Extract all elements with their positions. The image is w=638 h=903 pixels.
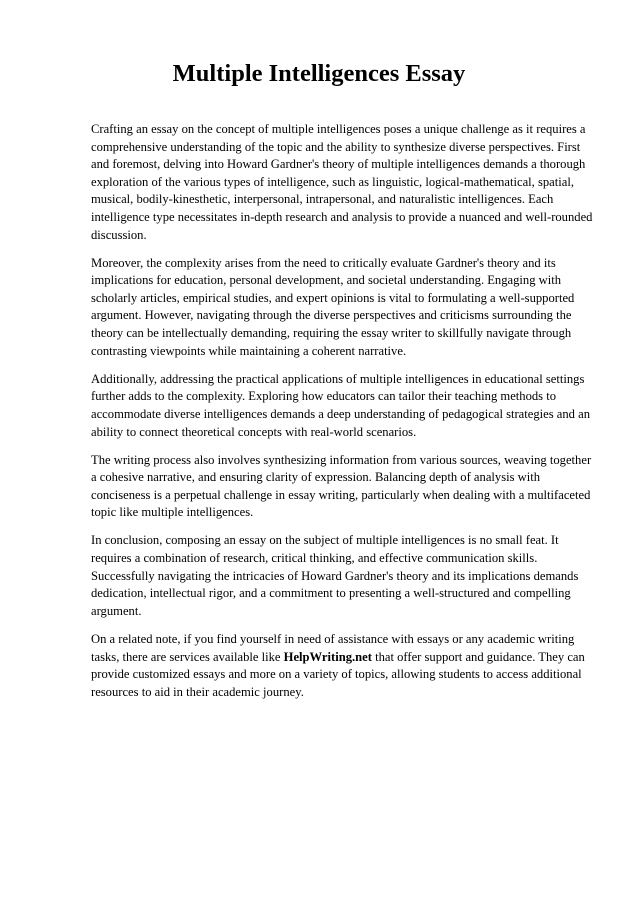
brand-name: HelpWriting.net	[283, 649, 372, 664]
paragraph-applications: Additionally, addressing the practical applications of multiple intelligences in educational settings further adds to the complexity. Exploring how educators can tailor their teaching methods to accommodate diverse intelligences demands a deep understanding of pedagogical strategies and an ability to connect theoretical concepts with real-world scenarios.	[91, 371, 591, 439]
closing-text-before: On a related note, if you find yourself in need of assistance with essays or any academic writing tasks, there are services available like	[91, 631, 575, 664]
document-title: Multiple Intelligences Essay	[172, 60, 466, 87]
document-body	[91, 121, 596, 712]
paragraph-conclusion: In conclusion, composing an essay on the subject of multiple intelligences is no small feat. It requires a combination of research, critical thinking, and effective communication skills. Successfully navigating the intricacies of Howard Gardner's theory and its implications demands dedication, intellectual rigor, and a commitment to presenting a well-structured and compelling argument.	[91, 533, 579, 618]
paragraph-evaluation: Moreover, the complexity arises from the need to critically evaluate Gardner's theory and its implications for education, personal development, and societal understanding. Engaging with scholarly articles, empirical studies, and expert opinions is vital to formulating a well-supported argument. However, navigating through the diverse perspectives and criticisms surrounding the theory can be intellectually demanding, requiring the essay writer to skillfully navigate through contrasting viewpoints while maintaining a coherent narrative.	[91, 255, 575, 358]
closing-text-after: that offer support and guidance. They can provide customized essays and more on a variety of topics, allowing students to access additional resources to aid in their academic journey.	[91, 649, 585, 699]
paragraph-intro: Crafting an essay on the concept of multiple intelligences poses a unique challenge as it requires a comprehensive understanding of the topic and the ability to synthesize diverse perspectives. First and foremost, delving into Howard Gardner's theory of multiple intelligences demands a thorough exploration of the various types of intelligence, such as linguistic, logical-mathematical, spatial, musical, bodily-kinesthetic, interpersonal, intrapersonal, and naturalistic intelligences. Each intelligence type necessitates in-depth research and analysis to provide a nuanced and well-rounded discussion.	[91, 122, 593, 242]
paragraph-writing-process: The writing process also involves synthesizing information from various sources, weaving together a cohesive narrative, and ensuring clarity of expression. Balancing depth of analysis with conciseness is a perpetual challenge in essay writing, particularly when dealing with a multifaceted topic like multiple intelligences.	[91, 452, 592, 520]
paragraph-closing	[91, 631, 596, 701]
